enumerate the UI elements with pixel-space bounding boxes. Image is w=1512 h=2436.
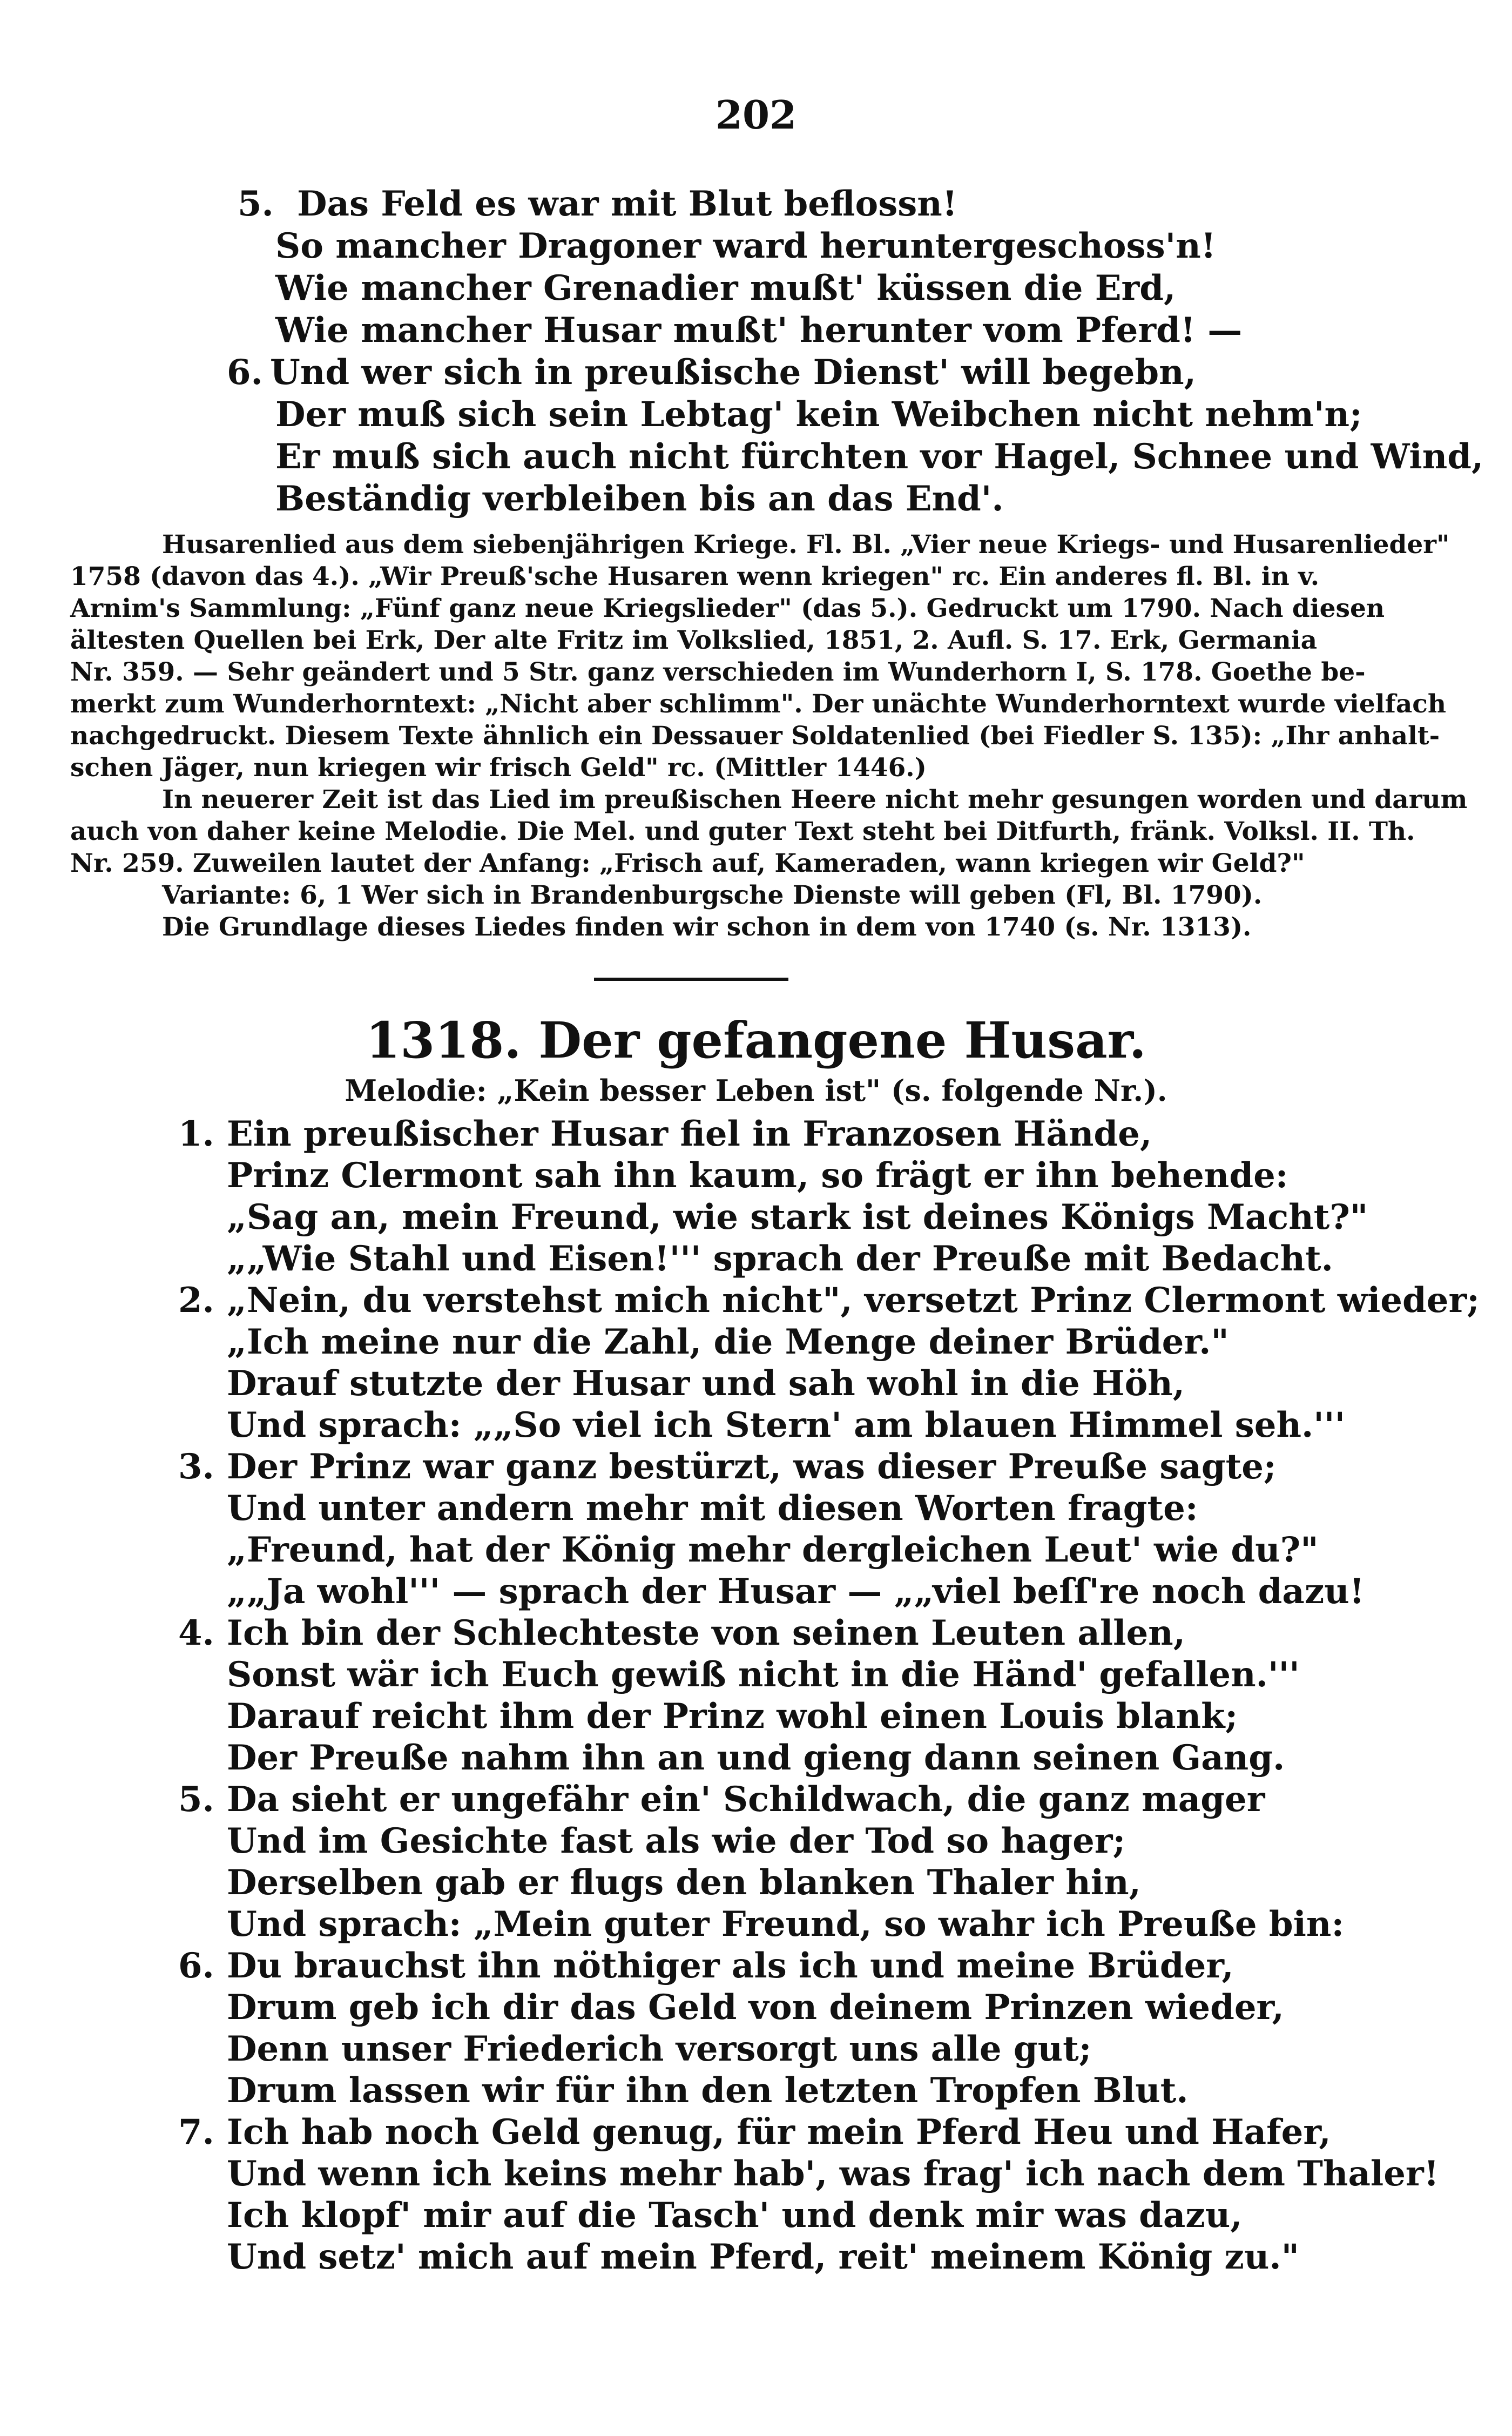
- verse-line: Drum geb ich dir das Geld von deinem Prinzen wieder,: [227, 1987, 1284, 2028]
- note-line: ältesten Quellen bei Erk, Der alte Fritz im Volkslied, 1851, 2. Aufl. S. 17. Erk, Germania: [70, 625, 1318, 655]
- verse-line: Der Prinz war ganz bestürzt, was dieser Preuße sagte;: [227, 1446, 1277, 1487]
- note-line: nachgedruckt. Diesem Texte ähnlich ein Dessauer Soldatenlied (bei Fiedler S. 135): „Ihr anhalt-: [70, 721, 1440, 751]
- note-line: Die Grundlage dieses Liedes finden wir schon in dem von 1740 (s. Nr. 1313).: [162, 912, 1252, 942]
- page-number: 202: [715, 92, 797, 138]
- verse-line: Und setz' mich auf mein Pferd, reit' meinem König zu.": [227, 2237, 1299, 2277]
- verse-number: 5.: [238, 184, 274, 224]
- melody-line: Melodie: „Kein besser Leben ist" (s. folgende Nr.).: [345, 1073, 1167, 1108]
- note-line: Husarenlied aus dem siebenjährigen Kriege. Fl. Bl. „Vier neue Kriegs- und Husarenlieder": [162, 530, 1450, 560]
- note-line: Variante: 6, 1 Wer sich in Brandenburgsche Dienste will geben (Fl, Bl. 1790).: [162, 880, 1263, 910]
- note-line: Nr. 359. — Sehr geändert und 5 Str. ganz verschieden im Wunderhorn I, S. 178. Goethe be-: [70, 657, 1366, 687]
- verse-line: Ein preußischer Husar fiel in Franzosen Hände,: [227, 1114, 1152, 1154]
- verse-line: Prinz Clermont sah ihn kaum, so frägt er ihn behende:: [227, 1155, 1288, 1196]
- note-line: auch von daher keine Melodie. Die Mel. und guter Text steht bei Ditfurth, fränk. Volksl. II. Th.: [70, 817, 1415, 846]
- verse-number: 4.: [178, 1613, 214, 1653]
- verse-line: Sonst wär ich Euch gewiß nicht in die Händ' gefallen.''': [227, 1654, 1300, 1695]
- note-line: merkt zum Wunderhorntext: „Nicht aber schlimm". Der unächte Wunderhorntext wurde vielfach: [70, 689, 1447, 719]
- note-line: 1758 (davon das 4.). „Wir Preuß'sche Husaren wenn kriegen" rc. Ein anderes fl. Bl. in v.: [70, 562, 1320, 591]
- verse-line: Denn unser Friederich versorgt uns alle gut;: [227, 2029, 1092, 2069]
- note-line: In neuerer Zeit ist das Lied im preußischen Heere nicht mehr gesungen worden und darum: [162, 785, 1468, 815]
- verse-line: Das Feld es war mit Blut beflossn!: [297, 184, 957, 224]
- verse-line: Und wer sich in preußische Dienst' will begebn,: [270, 352, 1196, 393]
- verse-line: Derselben gab er flugs den blanken Thaler hin,: [227, 1862, 1141, 1903]
- note-line: schen Jäger, nun kriegen wir frisch Geld" rc. (Mittler 1446.): [70, 753, 927, 783]
- verse-line: Da sieht er ungefähr ein' Schildwach, die ganz mager: [227, 1779, 1265, 1820]
- verse-line: „„Ja wohl''' — sprach der Husar — „„viel beſſ're noch dazu!: [227, 1571, 1365, 1612]
- verse-number: 2.: [178, 1280, 214, 1321]
- song-title: [0, 1011, 1512, 1069]
- verse-number: 3.: [178, 1446, 214, 1487]
- verse-line: Wie mancher Husar mußt' herunter vom Pferd! —: [275, 310, 1243, 351]
- note-line: Nr. 259. Zuweilen lautet der Anfang: „Frisch auf, Kameraden, wann kriegen wir Geld?": [70, 849, 1305, 878]
- verse-line: Der Preuße nahm ihn an und gieng dann seinen Gang.: [227, 1738, 1285, 1778]
- verse-line: Und wenn ich keins mehr hab', was frag' ich nach dem Thaler!: [227, 2154, 1439, 2194]
- verse-line: Ich klopf' mir auf die Tasch' und denk mir was dazu,: [227, 2195, 1243, 2236]
- verse-number: 6.: [227, 352, 263, 393]
- verse-number: 1.: [178, 1114, 214, 1154]
- section-divider: [594, 978, 788, 981]
- verse-line: Darauf reicht ihm der Prinz wohl einen Louis blank;: [227, 1696, 1238, 1737]
- verse-line: Drum lassen wir für ihn den letzten Tropfen Blut.: [227, 2070, 1189, 2111]
- verse-line: Er muß sich auch nicht fürchten vor Hagel, Schnee und Wind,: [275, 436, 1484, 477]
- verse-number: 7.: [178, 2112, 214, 2152]
- verse-line: Ich bin der Schlechteste von seinen Leuten allen,: [227, 1613, 1185, 1653]
- verse-line: „„Wie Stahl und Eisen!''' sprach der Preuße mit Bedacht.: [227, 1239, 1333, 1279]
- verse-line: Drauf stutzte der Husar und sah wohl in die Höh,: [227, 1363, 1185, 1404]
- verse-line: Und im Gesichte fast als wie der Tod so hager;: [227, 1821, 1126, 1861]
- verse-line: So mancher Dragoner ward heruntergeschoss'n!: [275, 226, 1216, 266]
- song-number: 1318.: [366, 1011, 522, 1069]
- verse-line: Du brauchst ihn nöthiger als ich und meine Brüder,: [227, 1946, 1234, 1986]
- verse-number: 6.: [178, 1946, 214, 1986]
- verse-number: 5.: [178, 1779, 214, 1820]
- verse-line: „Nein, du verstehst mich nicht", versetzt Prinz Clermont wieder;: [227, 1280, 1480, 1321]
- verse-line: Und sprach: „Mein guter Freund, so wahr ich Preuße bin:: [227, 1904, 1345, 1944]
- song-title-text: Der gefangene Husar.: [538, 1011, 1146, 1069]
- verse-line: Und unter andern mehr mit diesen Worten fragte:: [227, 1488, 1198, 1529]
- note-line: Arnim's Sammlung: „Fünf ganz neue Kriegslieder" (das 5.). Gedruckt um 1790. Nach diesen: [70, 594, 1385, 623]
- verse-line: „Sag an, mein Freund, wie stark ist deines Königs Macht?": [227, 1197, 1368, 1237]
- verse-line: Der muß sich sein Lebtag' kein Weibchen nicht nehm'n;: [275, 394, 1362, 435]
- verse-line: Ich hab noch Geld genug, für mein Pferd Heu und Hafer,: [227, 2112, 1331, 2152]
- verse-line: „Freund, hat der König mehr dergleichen Leut' wie du?": [227, 1530, 1319, 1570]
- verse-line: Wie mancher Grenadier mußt' küssen die Erd,: [275, 268, 1176, 308]
- verse-line: „Ich meine nur die Zahl, die Menge deiner Brüder.": [227, 1322, 1229, 1362]
- verse-line: Und sprach: „„So viel ich Stern' am blauen Himmel seh.''': [227, 1405, 1346, 1445]
- verse-line: Beständig verbleiben bis an das End'.: [275, 479, 1004, 519]
